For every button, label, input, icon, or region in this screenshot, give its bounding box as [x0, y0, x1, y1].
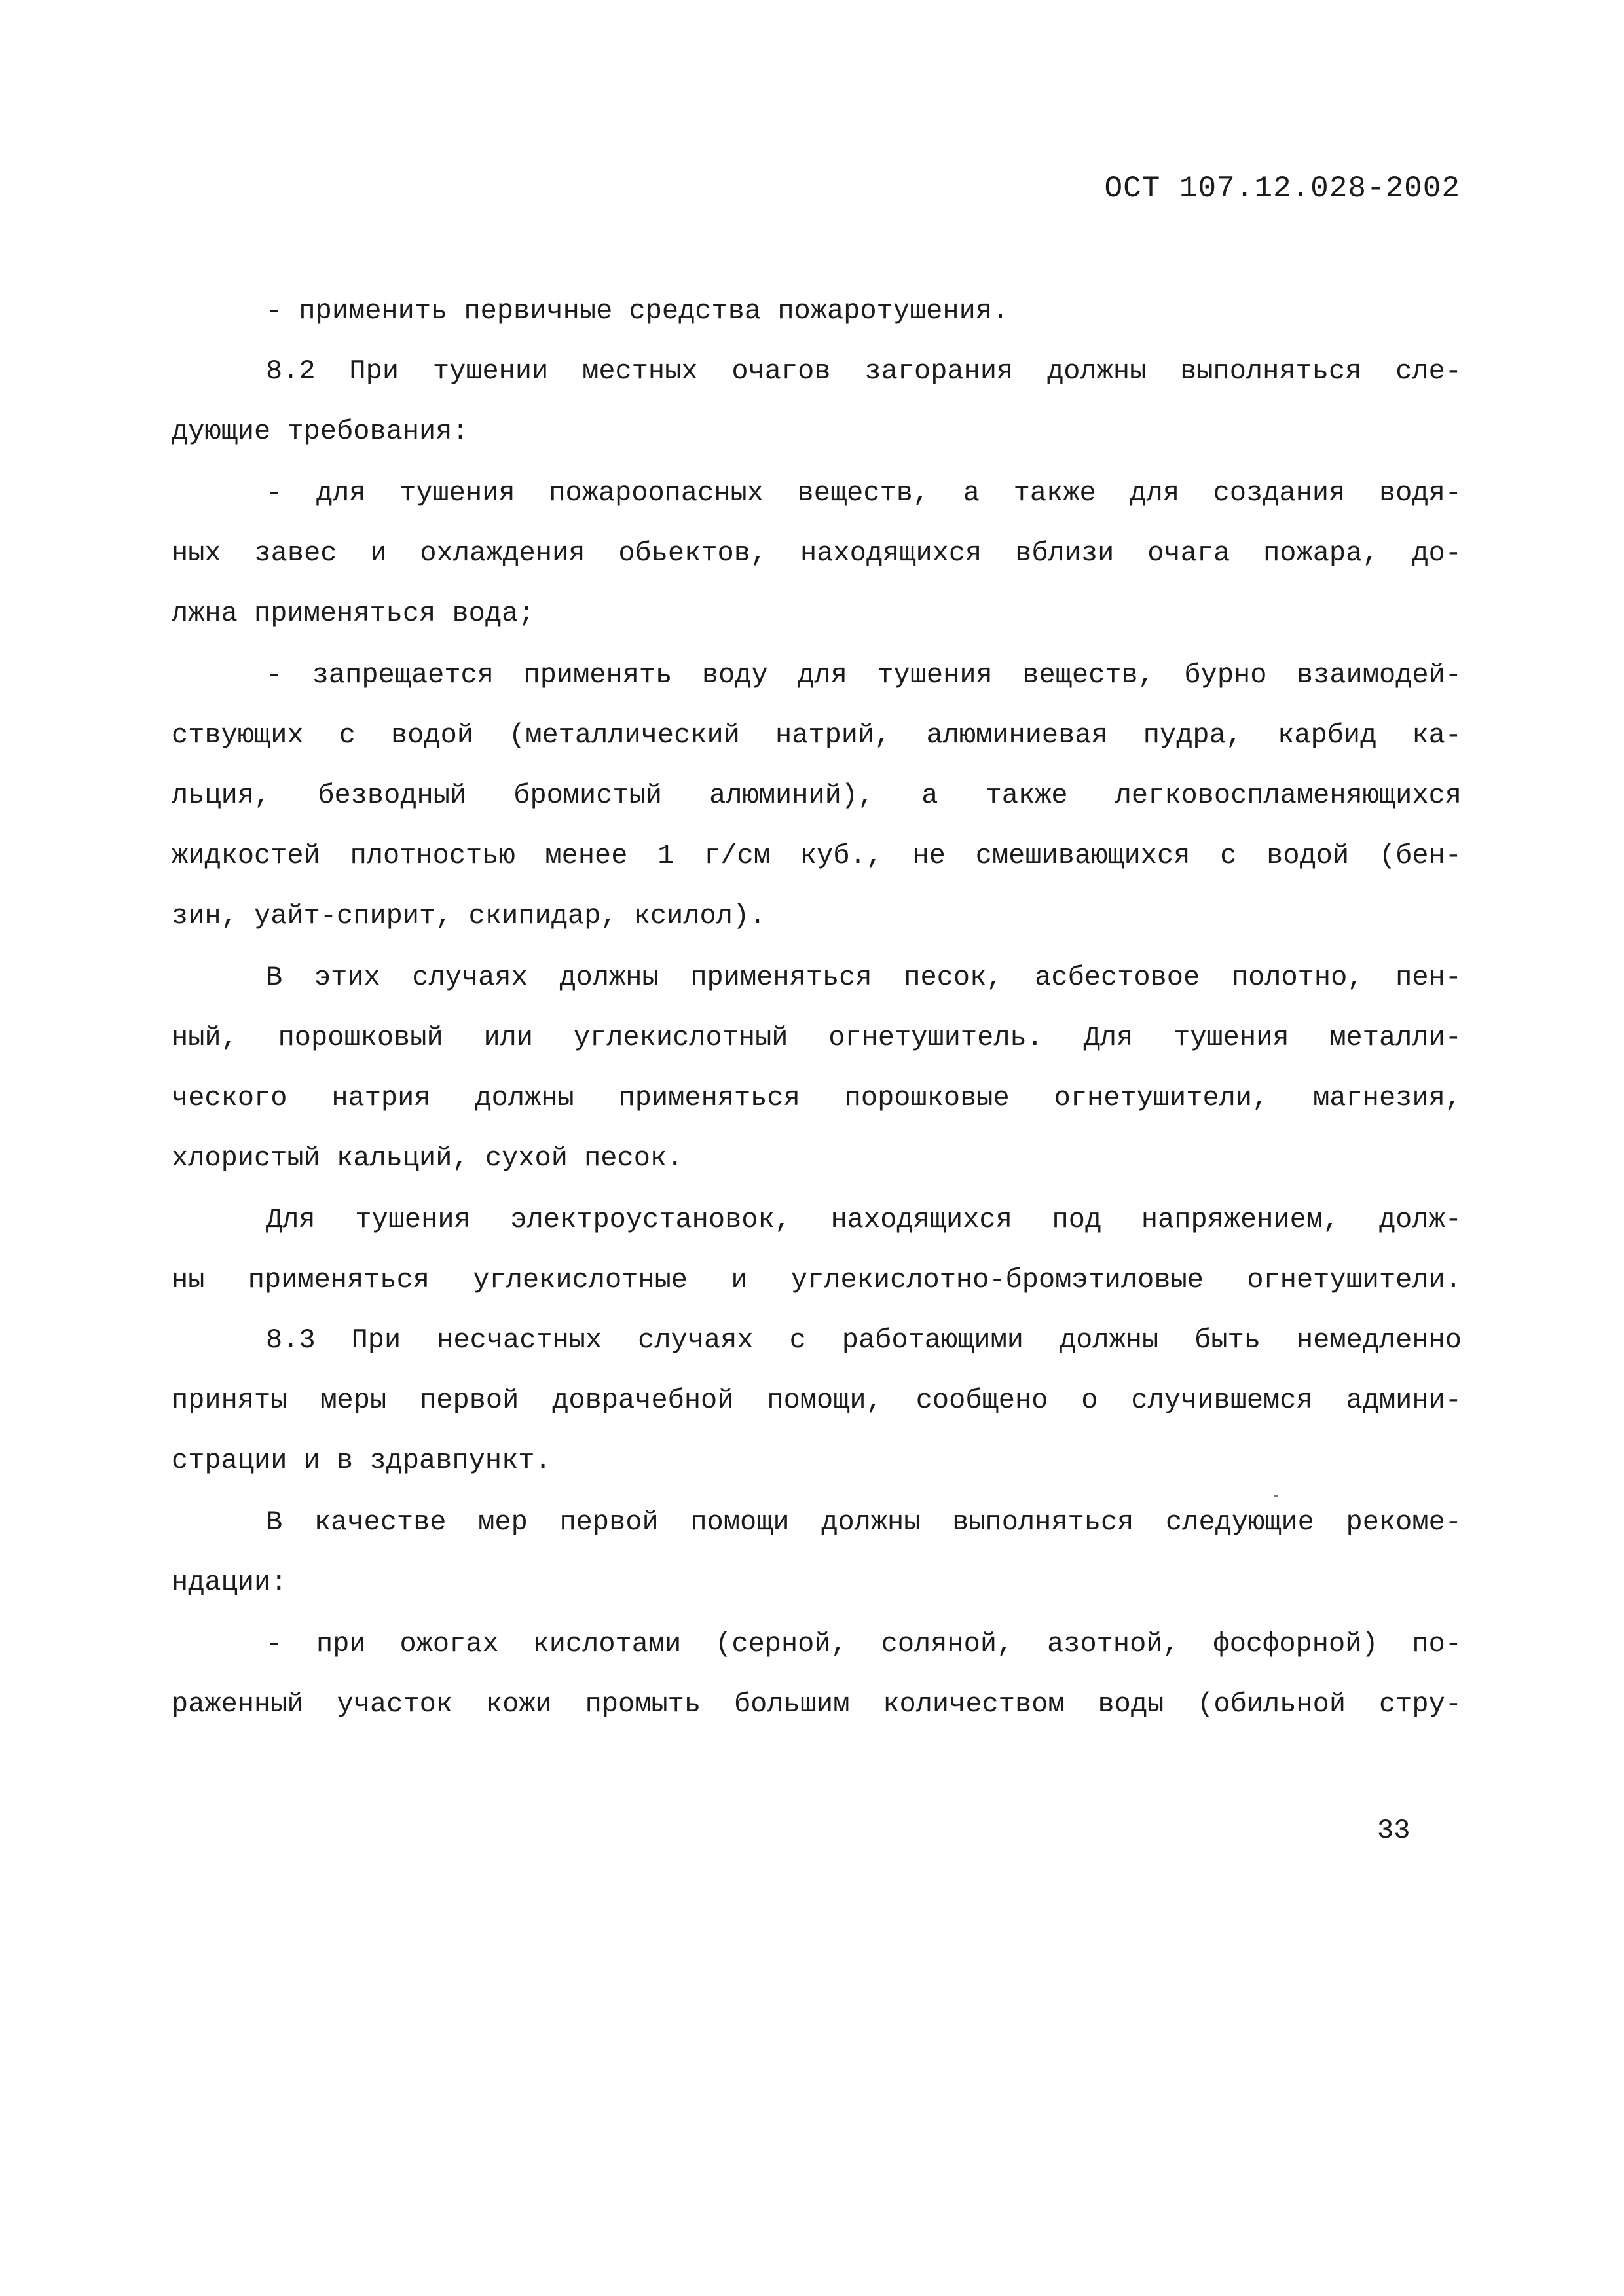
scan-speck [1274, 1495, 1278, 1497]
text-line: ны применяться углекислотные и углекислотно-бромэтиловые огнетушители. [172, 1264, 1462, 1296]
text-line: приняты меры первой доврачебной помощи, сообщено о случившемся админи- [172, 1385, 1462, 1416]
text-line: страции и в здравпункт. [172, 1445, 551, 1476]
text-line: - применить первичные средства пожаротушения. [266, 295, 1009, 327]
text-line: жидкостей плотностью менее 1 г/см куб., не смешивающихся с водой (бен- [172, 840, 1462, 871]
text-line: В качестве мер первой помощи должны выполняться следующие рекоме- [266, 1506, 1462, 1538]
text-line: Для тушения электроустановок, находящихся под напряжением, долж- [266, 1204, 1462, 1235]
text-line: - при ожогах кислотами (серной, соляной, азотной, фосфорной) по- [266, 1628, 1462, 1660]
text-line: ндации: [172, 1567, 287, 1598]
text-line: 8.3 При несчастных случаях с работающими должны быть немедленно [266, 1324, 1462, 1356]
text-line: 8.2 При тушении местных очагов загорания должны выполняться сле- [266, 355, 1462, 387]
text-line: раженный участок кожи промыть большим количеством воды (обильной стру- [172, 1688, 1462, 1720]
text-line: льция, безводный бромистый алюминий), а также легковоспламеняющихся [172, 780, 1462, 811]
text-line: дующие требования: [172, 416, 469, 447]
text-line: зин, уайт-спирит, скипидар, ксилол). [172, 900, 766, 932]
text-line: ный, порошковый или углекислотный огнетушитель. Для тушения металли- [172, 1022, 1462, 1053]
document-code: ОСТ 107.12.028-2002 [1104, 172, 1460, 206]
page-number: 33 [1377, 1815, 1411, 1846]
text-line: хлористый кальций, сухой песок. [172, 1142, 684, 1174]
text-line: лжна применяться вода; [172, 598, 535, 629]
text-line: В этих случаях должны применяться песок, асбестовое полотно, пен- [266, 962, 1462, 993]
text-line: ных завес и охлаждения обьектов, находящихся вблизи очага пожара, до- [172, 538, 1462, 569]
text-line: - запрещается применять воду для тушения веществ, бурно взаимодей- [266, 659, 1462, 691]
text-line: ческого натрия должны применяться порошковые огнетушители, магнезия, [172, 1082, 1462, 1114]
text-line: ствующих с водой (металлический натрий, алюминиевая пудра, карбид ка- [172, 720, 1462, 751]
text-line: - для тушения пожароопасных веществ, а также для создания водя- [266, 477, 1462, 509]
